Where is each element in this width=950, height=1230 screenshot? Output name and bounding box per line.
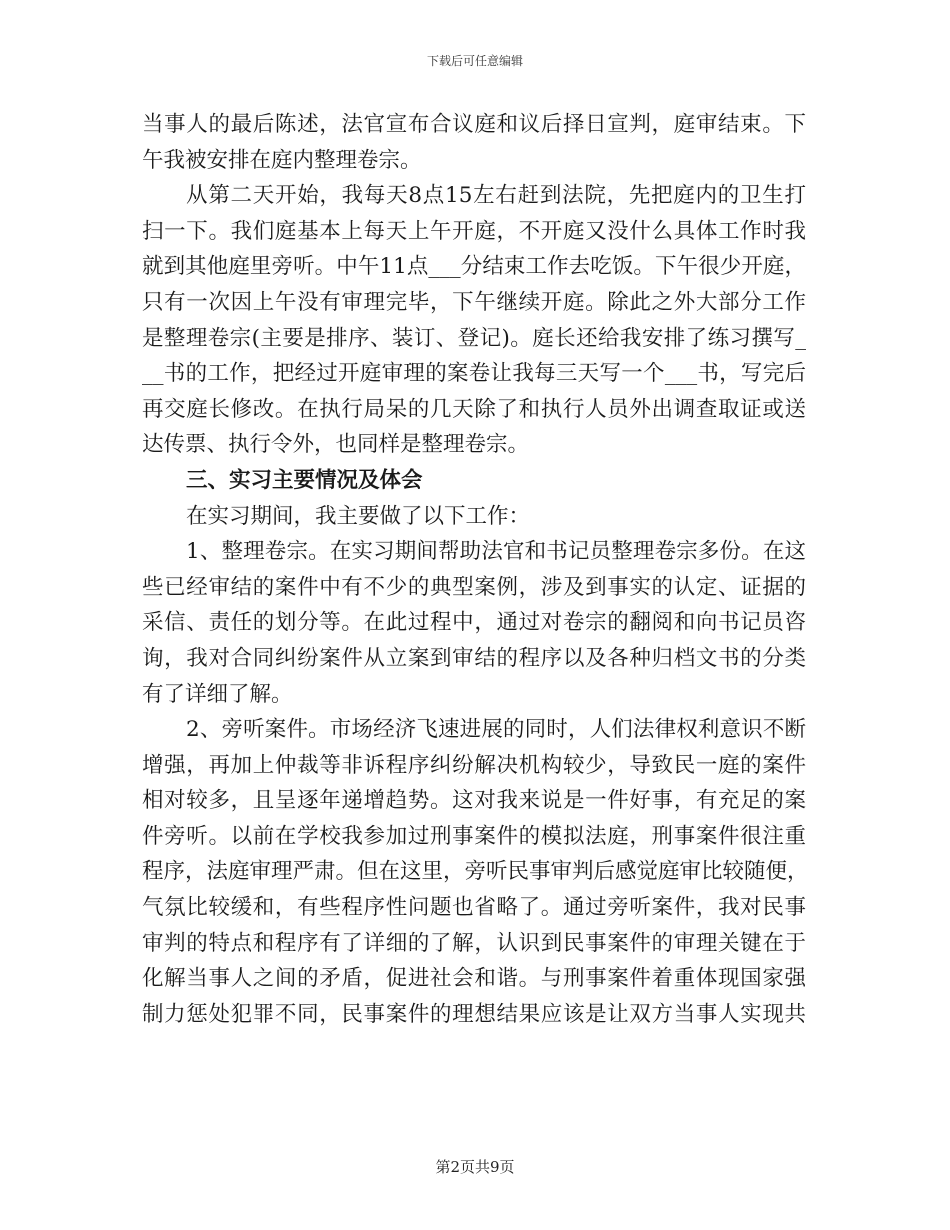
text-line: 达传票、执行令外，也同样是整理卷宗。: [142, 432, 530, 458]
text-line: 午我被安排在庭内整理卷宗。: [142, 147, 422, 173]
text-line: 气氛比较缓和，有些程序性问题也省略了。通过旁听案件，我对民事: [142, 895, 806, 921]
text-line: 就到其他庭里旁听。中午11点___分结束工作去吃饭。下午很少开庭，: [142, 254, 806, 280]
text-line: 增强，再加上仲裁等非诉程序纠纷解决机构较少，导致民一庭的案件: [142, 752, 806, 778]
text-line: 再交庭长修改。在执行局呆的几天除了和执行人员外出调查取证或送: [142, 396, 806, 422]
document-body: [142, 107, 809, 1032]
text-line: 件旁听。以前在学校我参加过刑事案件的模拟法庭，刑事案件很注重: [142, 823, 806, 849]
text-line: 从第二天开始，我每天8点15左右赶到法院，先把庭内的卫生打: [186, 183, 806, 209]
text-line: 只有一次因上午没有审理完毕，下午继续开庭。除此之外大部分工作: [142, 289, 806, 315]
text-line: 是整理卷宗(主要是排序、装订、登记)。庭长还给我安排了练习撰写_: [142, 325, 806, 351]
section-heading: 三、实习主要情况及体会: [186, 467, 423, 493]
text-line: 些已经审结的案件中有不少的典型案例，涉及到事实的认定、证据的: [142, 574, 806, 600]
text-line: 询，我对合同纠纷案件从立案到审结的程序以及各种归档文书的分类: [142, 645, 806, 671]
page-footer: 第2页共9页: [435, 1158, 515, 1176]
text-line: 在实习期间，我主要做了以下工作：: [186, 503, 531, 529]
text-line: __书的工作，把经过开庭审理的案卷让我每三天写一个___书，写完后: [142, 361, 806, 387]
text-line: 制力惩处犯罪不同，民事案件的理想结果应该是让双方当事人实现共: [142, 1001, 806, 1027]
text-line: 采信、责任的划分等。在此过程中，通过对卷宗的翻阅和向书记员咨: [142, 610, 806, 636]
text-line: 2、旁听案件。市场经济飞速进展的同时，人们法律权利意识不断: [186, 717, 806, 743]
text-line: 扫一下。我们庭基本上每天上午开庭，不开庭又没什么具体工作时我: [142, 218, 806, 244]
text-line: 化解当事人之间的矛盾，促进社会和谐。与刑事案件着重体现国家强: [142, 966, 806, 992]
text-line: 当事人的最后陈述，法官宣布合议庭和议后择日宣判，庭审结束。下: [142, 112, 806, 137]
text-line: 有了详细了解。: [142, 681, 293, 707]
page-header: 下载后可任意编辑: [426, 54, 523, 68]
text-line: 审判的特点和程序有了详细的了解，认识到民事案件的审理关键在于: [142, 930, 806, 956]
text-line: 相对较多，且呈逐年递增趋势。这对我来说是一件好事，有充足的案: [142, 788, 806, 814]
text-line: 程序，法庭审理严肃。但在这里，旁听民事审判后感觉庭审比较随便，: [142, 859, 809, 885]
text-line: 1、整理卷宗。在实习期间帮助法官和书记员整理卷宗多份。在这: [186, 539, 806, 565]
